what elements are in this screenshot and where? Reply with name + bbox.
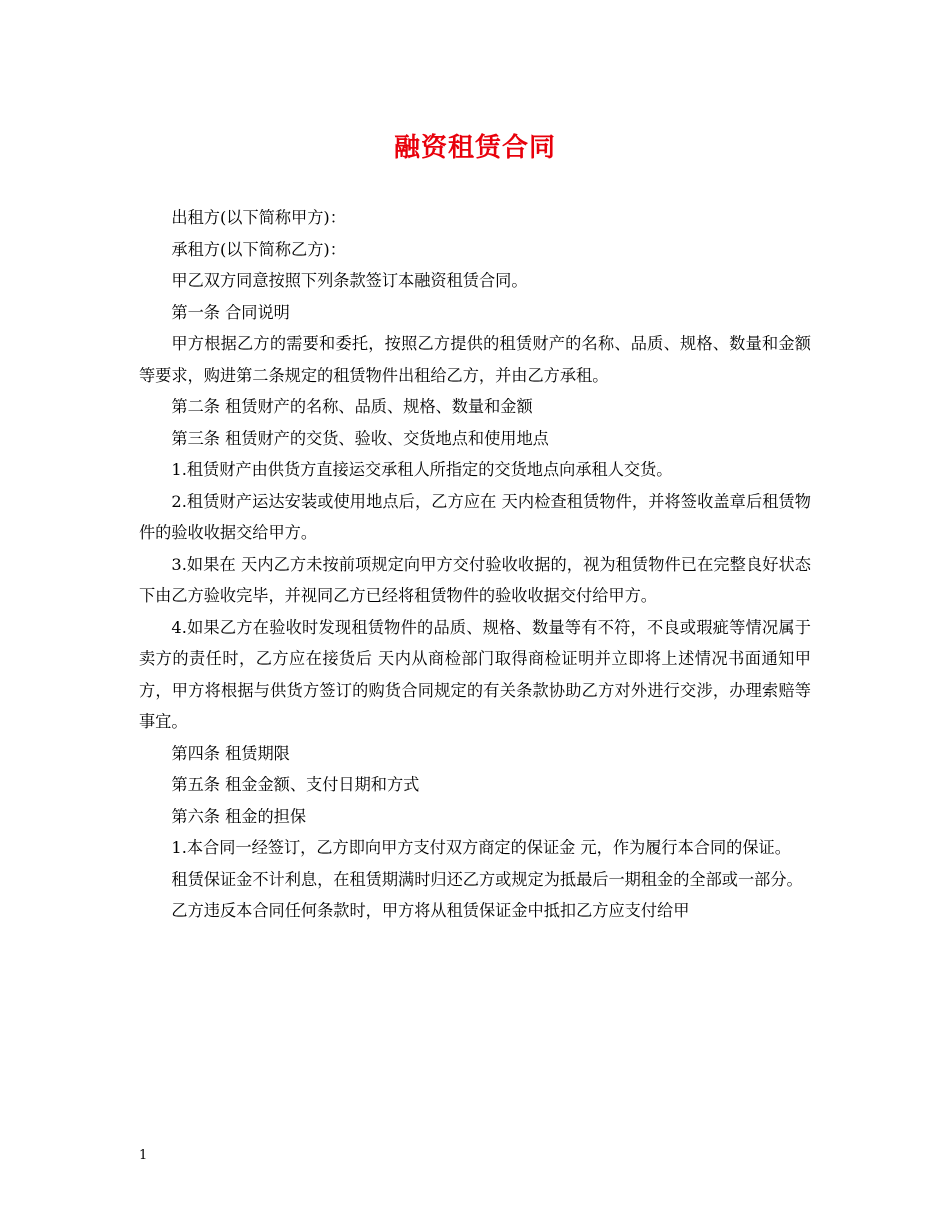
page-number: 1 xyxy=(139,1148,148,1163)
article-3-item-4: 4.如果乙方在验收时发现租赁物件的品质、规格、数量等有不符，不良或瑕疵等情况属于卖方的责任时，乙方应在接货后 天内从商检部门取得商检证明并立即将上述情况书面通知甲方，甲方将根据与供货方签订的购货合同规定的有关条款协助乙方对外进行交涉，办理索赔等事宜。 xyxy=(139,617,811,731)
article-4-heading: 第四条 租赁期限 xyxy=(171,743,290,763)
party-b-line: 承租方(以下简称乙方)： xyxy=(171,239,346,259)
article-5-heading: 第五条 租金金额、支付日期和方式 xyxy=(171,775,420,794)
article-2-heading: 第二条 租赁财产的名称、品质、规格、数量和金额 xyxy=(171,397,533,416)
document-title: 融资租赁合同 xyxy=(393,133,556,163)
article-6-item-1: 1.本合同一经签订，乙方即向甲方支付双方商定的保证金 元，作为履行本合同的保证。 xyxy=(171,838,791,857)
deposit-interest-paragraph: 租赁保证金不计利息，在租赁期满时归还乙方或规定为抵最后一期租金的全部或一部分。 xyxy=(171,869,803,889)
breach-deduction-paragraph: 乙方违反本合同任何条款时，甲方将从租赁保证金中抵扣乙方应支付给甲 xyxy=(171,901,690,920)
article-6-heading: 第六条 租金的担保 xyxy=(171,806,307,826)
article-1-text: 甲方根据乙方的需要和委托，按照乙方提供的租赁财产的名称、品质、规格、数量和金额等要求，购进第二条规定的租赁物件出租给乙方，并由乙方承租。 xyxy=(139,334,811,385)
article-1-heading: 第一条 合同说明 xyxy=(171,302,290,322)
party-a-line: 出租方(以下简称甲方)： xyxy=(171,208,346,227)
article-3-item-2: 2.租赁财产运达安装或使用地点后，乙方应在 天内检查租赁物件，并将签收盖章后租赁物件的验收收据交给甲方。 xyxy=(139,491,811,542)
agreement-intro: 甲乙双方同意按照下列条款签订本融资租赁合同。 xyxy=(171,271,528,290)
article-3-item-3: 3.如果在 天内乙方未按前项规定向甲方交付验收收据的，视为租赁物件已在完整良好状态下由乙方验收完毕，并视同乙方已经将租赁物件的验收收据交付给甲方。 xyxy=(139,554,811,605)
article-3-item-1: 1.租赁财产由供货方直接运交承租人所指定的交货地点向承租人交货。 xyxy=(171,460,673,479)
document-body xyxy=(139,202,811,927)
article-3-heading: 第三条 租赁财产的交货、验收、交货地点和使用地点 xyxy=(171,428,549,448)
